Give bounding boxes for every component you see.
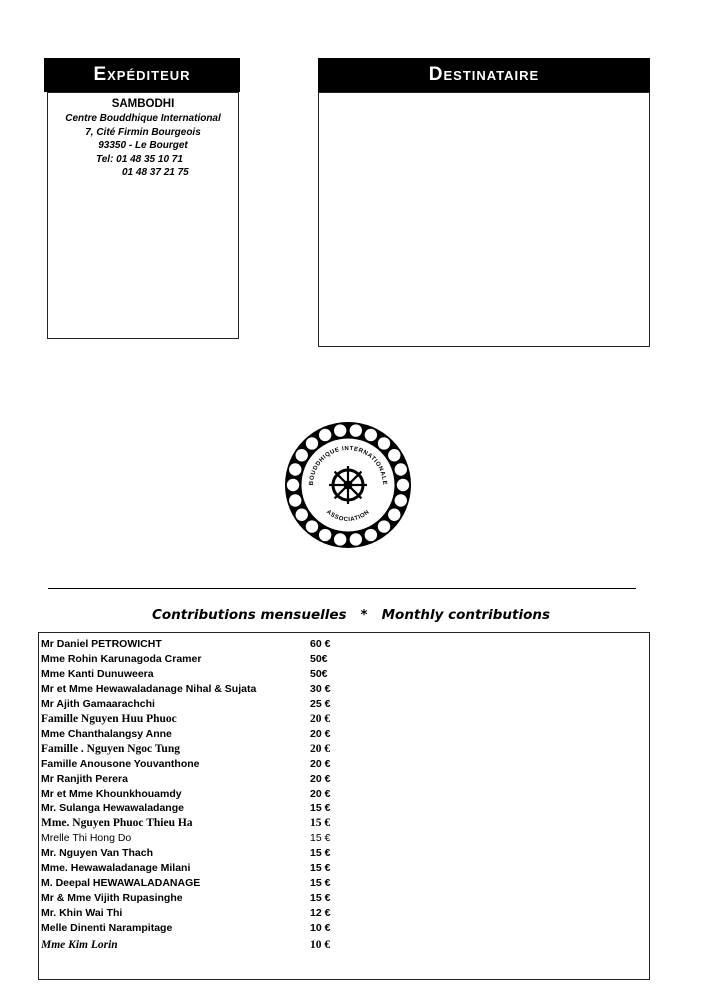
contribution-amount: 20 € (310, 757, 331, 770)
seal-heart-mark (334, 533, 346, 545)
seal-heart-mark (395, 463, 407, 475)
contributor-name: Mr. Sulanga Hewawaladange (41, 802, 184, 815)
contributions-title-fr: Contributions mensuelles (151, 607, 347, 623)
contribution-amount: 15 € (310, 802, 331, 815)
seal-heart-mark (395, 494, 407, 506)
contributor-name: Mme Kanti Dunuweera (41, 667, 154, 680)
sender-name: SAMBODHI (111, 98, 175, 110)
contributor-name: Famille Anousone Youvanthone (41, 757, 200, 770)
contribution-amount: 15 € (310, 862, 331, 875)
sender-line-2: 7, Cité Firmin Bourgeois (85, 126, 201, 138)
contributor-name: Mr. Khin Wai Thi (41, 907, 123, 920)
seal-heart-mark (306, 520, 318, 532)
contribution-amount: 10 € (310, 922, 331, 935)
recipient-address-box[interactable] (318, 92, 650, 347)
contribution-amount: 10 € (310, 938, 331, 951)
seal-heart-mark (289, 494, 301, 506)
contribution-amount: 20 € (310, 712, 331, 725)
contributor-name: Mr Ajith Gamaarachchi (41, 697, 155, 710)
seal-heart-mark (287, 479, 299, 491)
section-divider (48, 588, 636, 589)
seal-heart-mark (296, 449, 308, 461)
contribution-amount: 15 € (310, 832, 331, 845)
sender-heading: Expéditeur (44, 58, 240, 92)
seal-heart-mark (350, 533, 362, 545)
contributor-name: Mme. Nguyen Phuoc Thieu Ha (41, 817, 193, 830)
seal-heart-mark (319, 429, 331, 441)
contributor-name: M. Deepal HEWAWALADANAGE (41, 877, 201, 890)
contribution-amount: 20 € (310, 742, 331, 755)
seal-heart-mark (319, 529, 331, 541)
contributor-name: Mme Kim Lorin (41, 938, 118, 951)
contributor-name: Famille . Nguyen Ngoc Tung (41, 742, 180, 755)
sender-line-1: Centre Bouddhique International (65, 113, 221, 124)
seal-heart-mark (397, 479, 409, 491)
contributor-name: Mr & Mme Vijith Rupasinghe (41, 892, 183, 905)
sender-tel-2: 01 48 37 21 75 (122, 167, 189, 179)
contribution-amount: 20 € (310, 727, 331, 740)
seal-heart-mark (350, 424, 362, 436)
seal-text-top: BOUDDHIQUE INTERNATIONALE (308, 445, 388, 486)
seal-heart-mark (296, 509, 308, 521)
contribution-amount: 15 € (310, 877, 331, 890)
sender-line-3: 93350 - Le Bourget (98, 140, 188, 152)
seal-heart-mark (388, 509, 400, 521)
contributor-name: Mme. Hewawaladanage Milani (41, 862, 191, 875)
contributor-name: Mr. Nguyen Van Thach (41, 847, 154, 860)
seal-heart-mark (289, 463, 301, 475)
contributor-name: Famille Nguyen Huu Phuoc (41, 712, 177, 725)
dharma-wheel-seal-icon (283, 420, 413, 550)
contributions-title-en: Monthly contributions (381, 607, 551, 623)
contribution-amount: 20 € (310, 787, 331, 800)
seal-heart-mark (306, 437, 318, 449)
contributor-name: Mr et Mme Hewawaladanage Nihal & Sujata (41, 682, 257, 695)
contributor-name: Mr Daniel PETROWICHT (41, 638, 162, 650)
recipient-heading: Destinataire (318, 58, 650, 92)
seal-heart-mark (365, 429, 377, 441)
contributions-title (0, 607, 702, 623)
contribution-amount: 30 € (310, 682, 331, 695)
seal-heart-mark (334, 424, 346, 436)
seal-heart-mark (388, 449, 400, 461)
contributor-name: Mme Chanthalangsy Anne (41, 727, 172, 740)
contributor-name: Mr Ranjith Perera (41, 772, 128, 785)
contributor-name: Mrelle Thi Hong Do (41, 832, 132, 845)
contributor-name: Mr et Mme Khounkhouamdy (41, 787, 182, 800)
contribution-amount: 50€ (310, 667, 328, 680)
contribution-amount: 15 € (310, 817, 331, 830)
contributor-name: Melle Dinenti Narampitage (41, 922, 173, 935)
sender-tel-1: Tel: 01 48 35 10 71 (96, 153, 183, 165)
contribution-amount: 50€ (310, 652, 328, 665)
seal-heart-mark (365, 529, 377, 541)
contribution-amount: 12 € (310, 907, 331, 920)
seal-heart-mark (378, 520, 390, 532)
seal-heart-mark (378, 437, 390, 449)
contribution-amount: 15 € (310, 892, 331, 905)
seal-text-bottom: ASSOCIATION (324, 509, 372, 524)
contribution-amount: 20 € (310, 772, 331, 785)
title-separator: * (360, 607, 368, 623)
contribution-amount: 60 € (310, 638, 331, 650)
sender-address-box (47, 92, 239, 339)
contribution-amount: 25 € (310, 697, 331, 710)
contributions-list (38, 632, 650, 980)
contribution-amount: 15 € (310, 847, 331, 860)
contributor-name: Mme Rohin Karunagoda Cramer (41, 652, 202, 665)
